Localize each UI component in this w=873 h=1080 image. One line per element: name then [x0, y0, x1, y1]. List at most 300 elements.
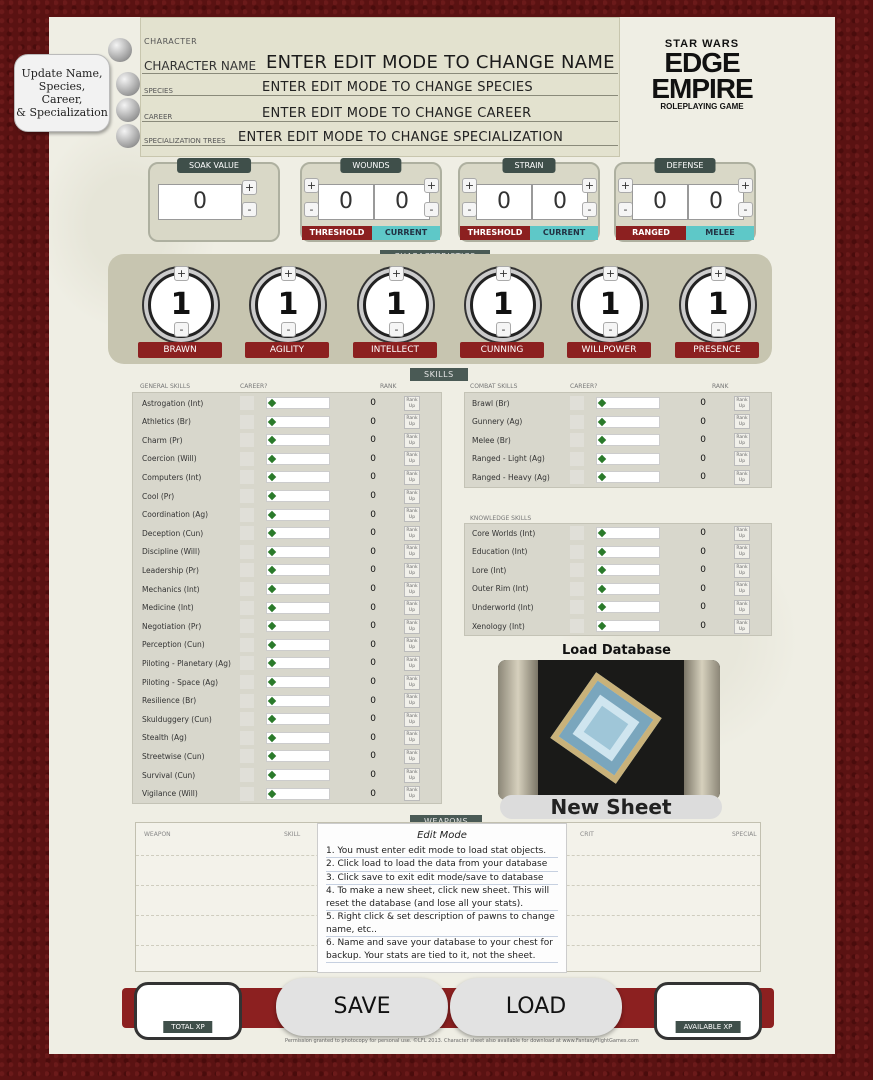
career-checkbox[interactable] [240, 489, 254, 503]
characteristic-name: CUNNING [460, 342, 544, 358]
edge-of-the-empire-logo [632, 38, 772, 111]
career-checkbox[interactable] [570, 619, 584, 633]
strain-current-label: CURRENT [530, 226, 598, 240]
skill-rank-bar [266, 639, 330, 651]
skill-row [138, 580, 420, 598]
species-row [142, 76, 618, 96]
skill-name: Outer Rim (Int) [472, 584, 529, 594]
skill-row [468, 524, 750, 542]
career-checkbox[interactable] [570, 433, 584, 447]
skill-header: SKILL [284, 831, 301, 838]
pawn-icon[interactable] [116, 72, 140, 96]
skill-rank-bar [596, 471, 660, 483]
skill-name: Negotiation (Pr) [142, 621, 202, 631]
skill-rank-value: 0 [700, 398, 706, 408]
logo-line-3: EMPIRE [651, 73, 753, 104]
career-checkbox[interactable] [570, 545, 584, 559]
edit-mode-line: 3. Click save to exit edit mode/save to database [326, 872, 558, 886]
defense-melee-value: 0 [688, 184, 744, 220]
defense-ranged-minus[interactable]: - [618, 202, 633, 217]
skill-row [138, 506, 420, 524]
skill-name: Education (Int) [472, 547, 528, 557]
skill-rank-bar [596, 564, 660, 576]
skill-row [138, 654, 420, 672]
career-checkbox[interactable] [240, 694, 254, 708]
rank-up-button[interactable]: Rank Up [404, 489, 420, 504]
rank-up-button[interactable]: Rank Up [404, 768, 420, 783]
edit-mode-title: Edit Mode [417, 830, 467, 841]
skill-row [138, 729, 420, 747]
skill-row [468, 561, 750, 579]
skill-rank-value: 0 [700, 546, 706, 557]
skill-name: Cool (Pr) [142, 491, 175, 501]
rank-up-button[interactable]: Rank Up [404, 600, 420, 615]
weapon-header: WEAPON [144, 831, 171, 838]
species-value: ENTER EDIT MODE TO CHANGE SPECIES [262, 80, 533, 95]
skill-row [468, 394, 750, 412]
career-checkbox[interactable] [240, 563, 254, 577]
characteristic-minus-button[interactable]: - [281, 322, 296, 337]
skill-rank-value: 0 [370, 677, 376, 687]
career-label: CAREER [144, 113, 173, 121]
skill-rank-bar [266, 713, 330, 725]
strain-title: STRAIN [502, 158, 555, 173]
wounds-threshold-minus[interactable]: - [304, 202, 319, 217]
permission-notice: Permission granted to photocopy for personal use. ©LFL 2013. Character sheet also available for download at www.FantasyFlightGames.com [285, 1038, 639, 1044]
skill-rank-bar [596, 453, 660, 465]
skill-name: Piloting - Planetary (Ag) [142, 658, 231, 668]
wounds-current-plus[interactable]: + [424, 178, 439, 193]
defense-ranged-label: RANGED [616, 226, 686, 240]
career-header: CAREER? [240, 383, 268, 390]
skill-rank-bar [596, 527, 660, 539]
rank-up-button[interactable]: Rank Up [404, 675, 420, 690]
career-checkbox[interactable] [240, 452, 254, 466]
available-xp-box [654, 982, 762, 1040]
rank-up-button[interactable]: Rank Up [404, 396, 420, 411]
characteristic-agility [243, 266, 333, 358]
defense-melee-minus[interactable]: - [738, 202, 753, 217]
characteristic-value: 1 [685, 272, 751, 338]
career-checkbox[interactable] [240, 433, 254, 447]
knowledge-skills-header: KNOWLEDGE SKILLS [470, 515, 532, 522]
career-checkbox[interactable] [240, 582, 254, 596]
career-checkbox[interactable] [240, 470, 254, 484]
new-sheet-button[interactable]: New Sheet [500, 795, 722, 819]
career-checkbox[interactable] [570, 470, 584, 484]
skill-name: Xenology (Int) [472, 621, 525, 631]
skill-rank-bar [266, 527, 330, 539]
wounds-threshold-label: THRESHOLD [302, 226, 372, 240]
skill-rank-bar [266, 416, 330, 428]
career-checkbox[interactable] [240, 415, 254, 429]
character-name-row [142, 48, 618, 74]
update-name-button[interactable]: Update Name, Species, Career, & Specialization [14, 54, 110, 132]
rank-up-button[interactable]: Rank Up [404, 414, 420, 429]
skill-rank-value: 0 [370, 751, 376, 762]
soak-value: 0 [158, 184, 242, 220]
specialization-row [142, 124, 618, 146]
skill-rank-bar [596, 601, 660, 613]
skill-rank-bar [266, 509, 330, 521]
rank-up-button[interactable]: Rank Up [734, 544, 750, 559]
skill-rank-bar [266, 769, 330, 781]
skill-name: Leadership (Pr) [142, 565, 199, 575]
rank-up-button[interactable]: Rank Up [734, 451, 750, 466]
characteristic-cunning [458, 266, 548, 358]
pawn-icon[interactable] [116, 124, 140, 148]
skill-name: Melee (Br) [472, 435, 511, 445]
wounds-threshold-value: 0 [318, 184, 374, 220]
skill-rank-value: 0 [370, 695, 376, 706]
skill-row [468, 468, 750, 486]
characteristic-name: INTELLECT [353, 342, 437, 358]
skill-row [468, 617, 750, 635]
skill-rank-value: 0 [370, 546, 376, 557]
edit-mode-line: 1. You must enter edit mode to load stat objects. [326, 845, 558, 859]
pawn-icon[interactable] [116, 98, 140, 122]
career-checkbox[interactable] [240, 601, 254, 615]
soak-minus-button[interactable]: - [242, 202, 257, 217]
skill-row [138, 394, 420, 412]
career-checkbox[interactable] [240, 396, 254, 410]
rank-up-button[interactable]: Rank Up [734, 414, 750, 429]
load-database-title: Load Database [562, 643, 672, 658]
rank-up-button[interactable]: Rank Up [404, 433, 420, 448]
combat-career-header: CAREER? [570, 383, 598, 390]
strain-threshold-plus[interactable]: + [462, 178, 477, 193]
rank-up-button[interactable]: Rank Up [734, 619, 750, 634]
rank-up-button[interactable]: Rank Up [404, 637, 420, 652]
rank-up-button[interactable]: Rank Up [404, 730, 420, 745]
skill-name: Gunnery (Ag) [472, 417, 523, 427]
holocron-cube-icon [550, 672, 661, 783]
edit-mode-line: 5. Right click & set description of pawns to change name, etc.. [326, 911, 558, 937]
characteristic-value: 1 [363, 272, 429, 338]
characteristic-plus-button[interactable]: + [174, 266, 189, 281]
skill-row [138, 766, 420, 784]
strain-current-minus[interactable]: - [582, 202, 597, 217]
career-checkbox[interactable] [240, 526, 254, 540]
general-skills-header: GENERAL SKILLS [140, 383, 191, 390]
skill-row [138, 785, 420, 803]
strain-block [458, 162, 600, 242]
skill-rank-value: 0 [370, 584, 376, 594]
characteristic-value: 1 [577, 272, 643, 338]
skill-row [138, 487, 420, 505]
skill-rank-value: 0 [370, 714, 376, 725]
career-checkbox[interactable] [240, 712, 254, 726]
edit-mode-line: 6. Name and save your database to your chest for backup. Your stats are tied to it, not the sheet. [326, 937, 558, 963]
skill-rank-bar [266, 732, 330, 744]
skill-name: Brawl (Br) [472, 398, 510, 408]
characteristic-plus-button[interactable]: + [711, 266, 726, 281]
wounds-current-label: CURRENT [372, 226, 440, 240]
strain-current-value: 0 [532, 184, 588, 220]
career-checkbox[interactable] [240, 619, 254, 633]
skill-rank-bar [266, 564, 330, 576]
rank-header: RANK [380, 383, 397, 390]
edit-mode-line: 2. Click load to load the data from your database [326, 858, 558, 872]
skill-row [138, 450, 420, 468]
load-button[interactable]: LOAD [450, 978, 622, 1036]
career-checkbox[interactable] [240, 656, 254, 670]
strain-threshold-minus[interactable]: - [462, 202, 477, 217]
character-name-label: CHARACTER NAME [144, 59, 257, 73]
characteristic-plus-button[interactable]: + [389, 266, 404, 281]
holocron-frame-right [684, 660, 720, 800]
skill-name: Discipline (Will) [142, 547, 201, 557]
skill-rank-value: 0 [370, 435, 376, 446]
rank-up-button[interactable]: Rank Up [404, 582, 420, 597]
strain-threshold-value: 0 [476, 184, 532, 220]
career-checkbox[interactable] [240, 638, 254, 652]
characteristic-name: WILLPOWER [567, 342, 651, 358]
skill-name: Stealth (Ag) [142, 733, 187, 743]
characteristic-intellect [351, 266, 441, 358]
characteristic-minus-button[interactable]: - [174, 322, 189, 337]
skill-row [468, 450, 750, 468]
rank-up-button[interactable]: Rank Up [404, 451, 420, 466]
skill-row [138, 413, 420, 431]
skill-rank-bar [266, 490, 330, 502]
skill-rank-value: 0 [700, 416, 706, 427]
characteristic-name: PRESENCE [675, 342, 759, 358]
career-checkbox[interactable] [570, 396, 584, 410]
skill-name: Streetwise (Cun) [142, 751, 205, 761]
rank-up-button[interactable]: Rank Up [734, 600, 750, 615]
skill-rank-bar [266, 657, 330, 669]
characteristic-name: AGILITY [245, 342, 329, 358]
skill-name: Lore (Int) [472, 565, 507, 575]
characteristic-plus-button[interactable]: + [281, 266, 296, 281]
skill-rank-value: 0 [700, 528, 706, 538]
defense-melee-label: MELEE [686, 226, 754, 240]
wounds-current-minus[interactable]: - [424, 202, 439, 217]
skill-rank-bar [266, 750, 330, 762]
characteristic-plus-button[interactable]: + [496, 266, 511, 281]
career-checkbox[interactable] [570, 415, 584, 429]
career-checkbox[interactable] [570, 563, 584, 577]
skill-name: Coordination (Ag) [142, 510, 209, 520]
rank-up-button[interactable]: Rank Up [734, 563, 750, 578]
skill-rank-value: 0 [700, 453, 706, 464]
skill-name: Piloting - Space (Ag) [142, 677, 219, 687]
rank-up-button[interactable]: Rank Up [404, 526, 420, 541]
skill-name: Mechanics (Int) [142, 584, 200, 594]
rank-up-button[interactable]: Rank Up [404, 656, 420, 671]
defense-title: DEFENSE [655, 158, 716, 173]
skill-rank-value: 0 [370, 639, 376, 650]
career-checkbox[interactable] [240, 787, 254, 801]
skill-rank-value: 0 [370, 770, 376, 780]
strain-threshold-label: THRESHOLD [460, 226, 530, 240]
skill-rank-value: 0 [370, 472, 376, 483]
skill-rank-value: 0 [370, 732, 376, 743]
skill-rank-bar [266, 676, 330, 688]
skills-title: SKILLS [410, 368, 468, 381]
skill-row [138, 468, 420, 486]
skill-rank-value: 0 [370, 621, 376, 632]
skill-name: Computers (Int) [142, 472, 202, 482]
skill-rank-value: 0 [700, 472, 706, 483]
skill-rank-bar [266, 602, 330, 614]
defense-melee-plus[interactable]: + [738, 178, 753, 193]
header-section-label: CHARACTER [144, 37, 198, 46]
career-checkbox[interactable] [570, 526, 584, 540]
combat-skills-header: COMBAT SKILLS [470, 383, 518, 390]
characteristic-plus-button[interactable]: + [603, 266, 618, 281]
edit-mode-instructions [317, 823, 567, 973]
rank-up-button[interactable]: Rank Up [734, 526, 750, 541]
rank-up-button[interactable]: Rank Up [404, 507, 420, 522]
rank-up-button[interactable]: Rank Up [734, 581, 750, 596]
skill-rank-bar [596, 620, 660, 632]
wounds-current-value: 0 [374, 184, 430, 220]
skill-rank-bar [266, 788, 330, 800]
wounds-title: WOUNDS [340, 158, 401, 173]
skill-rank-bar [266, 471, 330, 483]
career-checkbox[interactable] [240, 675, 254, 689]
skill-name: Medicine (Int) [142, 603, 194, 613]
skill-name: Perception (Cun) [142, 640, 205, 650]
rank-up-button[interactable]: Rank Up [404, 786, 420, 801]
skill-row [468, 580, 750, 598]
character-name-value: ENTER EDIT MODE TO CHANGE NAME [266, 52, 615, 73]
rank-up-button[interactable]: Rank Up [404, 619, 420, 634]
skill-row [468, 431, 750, 449]
total-xp-label: TOTAL XP [163, 1021, 212, 1033]
rank-up-button[interactable]: Rank Up [404, 563, 420, 578]
skill-name: Coercion (Will) [142, 454, 197, 464]
skill-rank-value: 0 [370, 565, 376, 576]
career-value: ENTER EDIT MODE TO CHANGE CAREER [262, 106, 532, 121]
characteristic-willpower [565, 266, 655, 358]
skill-rank-value: 0 [370, 509, 376, 520]
skill-rank-bar [266, 620, 330, 632]
characteristic-minus-button[interactable]: - [711, 322, 726, 337]
specialization-label: SPECIALIZATION TREES [144, 137, 226, 145]
rank-up-button[interactable]: Rank Up [404, 749, 420, 764]
career-checkbox[interactable] [240, 731, 254, 745]
characteristic-name: BRAWN [138, 342, 222, 358]
career-checkbox[interactable] [570, 452, 584, 466]
defense-block [614, 162, 756, 242]
career-checkbox[interactable] [240, 545, 254, 559]
soak-value-block [148, 162, 280, 242]
skill-rank-value: 0 [370, 602, 376, 613]
skill-rank-bar [266, 397, 330, 409]
skill-rank-bar [266, 546, 330, 558]
skill-rank-value: 0 [370, 398, 376, 408]
career-checkbox[interactable] [240, 768, 254, 782]
holocron-database[interactable] [498, 660, 720, 800]
edit-mode-line: 4. To make a new sheet, click new sheet. This will reset the database (and lose all your stats). [326, 885, 558, 911]
skill-row [138, 431, 420, 449]
skill-name: Survival (Cun) [142, 770, 196, 780]
skill-rank-value: 0 [700, 565, 706, 576]
skill-row [138, 747, 420, 765]
skill-rank-bar [596, 583, 660, 595]
skill-rank-value: 0 [370, 453, 376, 464]
combat-rank-header: RANK [712, 383, 729, 390]
skill-rank-value: 0 [370, 658, 376, 669]
skill-name: Deception (Cun) [142, 528, 204, 538]
rank-up-button[interactable]: Rank Up [734, 396, 750, 411]
skill-name: Ranged - Light (Ag) [472, 454, 545, 464]
career-checkbox[interactable] [570, 600, 584, 614]
skill-rank-value: 0 [370, 788, 376, 799]
skill-name: Vigilance (Will) [142, 789, 198, 799]
skill-name: Underworld (Int) [472, 602, 534, 612]
save-button[interactable]: SAVE [276, 978, 448, 1036]
skill-name: Astrogation (Int) [142, 398, 204, 408]
career-checkbox[interactable] [240, 508, 254, 522]
skill-rank-bar [266, 695, 330, 707]
skill-rank-bar [596, 416, 660, 428]
skill-name: Athletics (Br) [142, 417, 191, 427]
wounds-threshold-plus[interactable]: + [304, 178, 319, 193]
logo-line-1: STAR WARS [664, 38, 740, 50]
rank-up-button[interactable]: Rank Up [404, 470, 420, 485]
logo-line-2: EDGE [664, 47, 740, 78]
skill-rank-value: 0 [700, 583, 706, 594]
rank-up-button[interactable]: Rank Up [404, 712, 420, 727]
skill-rank-bar [596, 546, 660, 558]
characteristic-minus-button[interactable]: - [603, 322, 618, 337]
pawn-icon[interactable] [108, 38, 132, 62]
skill-name: Skulduggery (Cun) [142, 714, 212, 724]
rank-up-button[interactable]: Rank Up [734, 470, 750, 485]
total-xp-box [134, 982, 242, 1040]
characteristic-value: 1 [470, 272, 536, 338]
career-checkbox[interactable] [240, 749, 254, 763]
skill-row [138, 636, 420, 654]
skill-rank-bar [596, 397, 660, 409]
wounds-block [300, 162, 442, 242]
logo-line-4: ROLEPLAYING GAME [660, 102, 744, 111]
characteristic-minus-button[interactable]: - [496, 322, 511, 337]
skill-rank-bar [596, 434, 660, 446]
soak-plus-button[interactable]: + [242, 180, 257, 195]
characteristic-brawn [136, 266, 226, 358]
skill-rank-bar [266, 434, 330, 446]
skill-rank-value: 0 [700, 602, 706, 613]
skill-name: Charm (Pr) [142, 435, 183, 445]
special-header: SPECIAL [732, 831, 757, 838]
defense-ranged-plus[interactable]: + [618, 178, 633, 193]
skill-rank-value: 0 [700, 621, 706, 631]
skill-rank-bar [266, 453, 330, 465]
specialization-value: ENTER EDIT MODE TO CHANGE SPECIALIZATION [238, 130, 564, 145]
rank-up-button[interactable]: Rank Up [734, 433, 750, 448]
career-checkbox[interactable] [570, 582, 584, 596]
skill-row [138, 524, 420, 542]
skill-row [468, 413, 750, 431]
skill-row [138, 710, 420, 728]
characteristic-minus-button[interactable]: - [389, 322, 404, 337]
skill-row [138, 561, 420, 579]
skill-row [138, 673, 420, 691]
strain-current-plus[interactable]: + [582, 178, 597, 193]
rank-up-button[interactable]: Rank Up [404, 693, 420, 708]
skill-rank-value: 0 [370, 528, 376, 539]
rank-up-button[interactable]: Rank Up [404, 544, 420, 559]
characteristic-value: 1 [255, 272, 321, 338]
available-xp-label: AVAILABLE XP [676, 1021, 741, 1033]
soak-title: SOAK VALUE [177, 158, 251, 173]
skill-rank-value: 0 [700, 435, 706, 446]
